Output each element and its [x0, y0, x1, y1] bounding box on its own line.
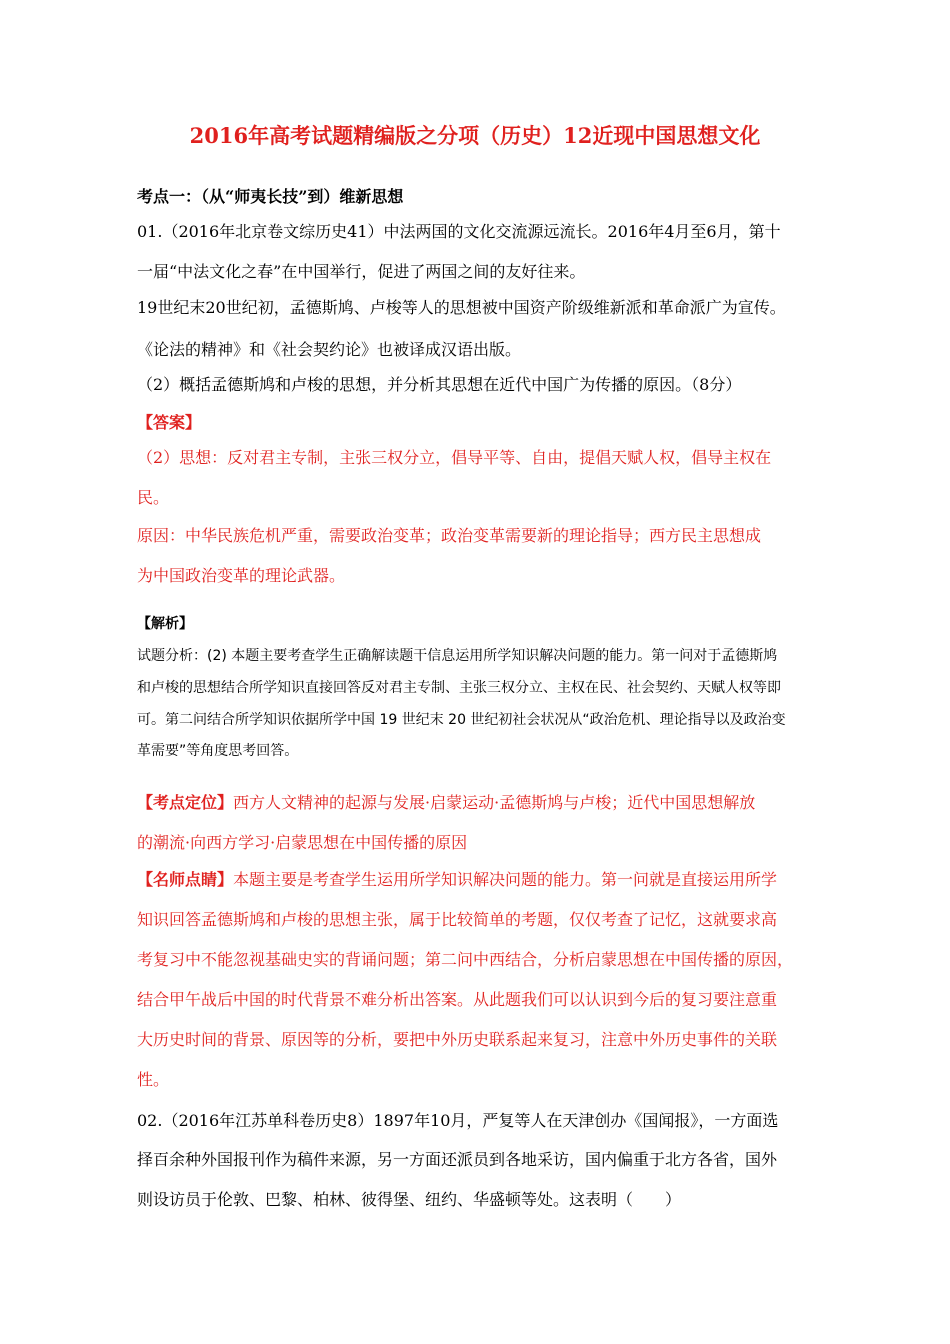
answer-label: 【答案】: [137, 413, 202, 432]
q1-line-3: 19世纪末20世纪初，孟德斯鸠、卢梭等人的思想被中国资产阶级维新派和革命派广为宣传。: [137, 298, 786, 317]
analysis-line-3: 可。第二问结合所学知识依据所学中国 19 世纪末 20 世纪初社会状况从“政治危机、理论指导以及政治变: [137, 712, 786, 728]
q1-line-2: 一届“中法文化之春”在中国举行，促进了两国之间的友好往来。: [137, 262, 586, 281]
locate-line-2: 的潮流·向西方学习·启蒙思想在中国传播的原因: [137, 833, 468, 852]
q1-line-5: （2）概括孟德斯鸠和卢梭的思想，并分析其思想在近代中国广为传播的原因。（8分）: [137, 375, 742, 394]
teacher-label: 【名师点睛】: [137, 870, 234, 889]
q2-line-3: 则设访员于伦敦、巴黎、柏林、彼得堡、纽约、华盛顿等处。这表明（ ）: [137, 1190, 682, 1209]
analysis-line-1: 试题分析：(2) 本题主要考查学生正确解读题干信息运用所学知识解决问题的能力。第一问对于孟德斯鸠: [137, 648, 778, 664]
locate-text-1: 西方人文精神的起源与发展·启蒙运动·孟德斯鸠与卢梭；近代中国思想解放: [233, 793, 756, 812]
teacher-line-6: 性。: [137, 1070, 170, 1089]
q1-line-1: 01.（2016年北京卷文综历史41）中法两国的文化交流源远流长。2016年4月至6月，第十: [137, 222, 781, 241]
answer-line-4: 为中国政治变革的理论武器。: [137, 566, 346, 585]
teacher-line-2: 知识回答孟德斯鸠和卢梭的思想主张，属于比较简单的考题，仅仅考查了记忆，这就要求高: [137, 910, 778, 929]
analysis-label: 【解析】: [137, 616, 193, 632]
locate-line-1: [137, 792, 755, 814]
teacher-line-3: 考复习中不能忽视基础史实的背诵问题；第二问中西结合，分析启蒙思想在中国传播的原因，: [137, 950, 794, 969]
document-title: 2016年高考试题精编版之分项（历史）12近现中国思想文化: [189, 123, 761, 148]
teacher-line-4: 结合甲午战后中国的时代背景不难分析出答案。从此题我们可以认识到今后的复习要注意重: [137, 990, 778, 1009]
locate-label: 【考点定位】: [137, 793, 234, 812]
teacher-line-5: 大历史时间的背景、原因等的分析，要把中外历史联系起来复习，注意中外历史事件的关联: [137, 1030, 778, 1049]
answer-line-3: 原因：中华民族危机严重，需要政治变革；政治变革需要新的理论指导；西方民主思想成: [137, 526, 762, 545]
q2-line-2: 择百余种外国报刊作为稿件来源，另一方面还派员到各地采访，国内偏重于北方各省，国外: [137, 1150, 778, 1169]
teacher-line-1: [137, 869, 777, 891]
answer-line-1: （2）思想：反对君主专制，主张三权分立，倡导平等、自由，提倡天赋人权，倡导主权在: [137, 448, 772, 467]
analysis-line-4: 革需要”等角度思考回答。: [137, 743, 299, 759]
q1-line-4: 《论法的精神》和《社会契约论》也被译成汉语出版。: [137, 340, 522, 359]
q2-line-1: 02.（2016年江苏单科卷历史8）1897年10月，严复等人在天津创办《国闻报》，一方面选: [137, 1111, 779, 1130]
answer-line-2: 民。: [137, 488, 170, 507]
analysis-line-2: 和卢梭的思想结合所学知识直接回答反对君主专制、主张三权分立、主权在民、社会契约、天赋人权等即: [137, 680, 781, 696]
section-heading: 考点一：（从“师夷长技”到）维新思想: [137, 187, 404, 206]
teacher-text-1: 本题主要是考查学生运用所学知识解决问题的能力。第一问就是直接运用所学: [233, 870, 778, 889]
